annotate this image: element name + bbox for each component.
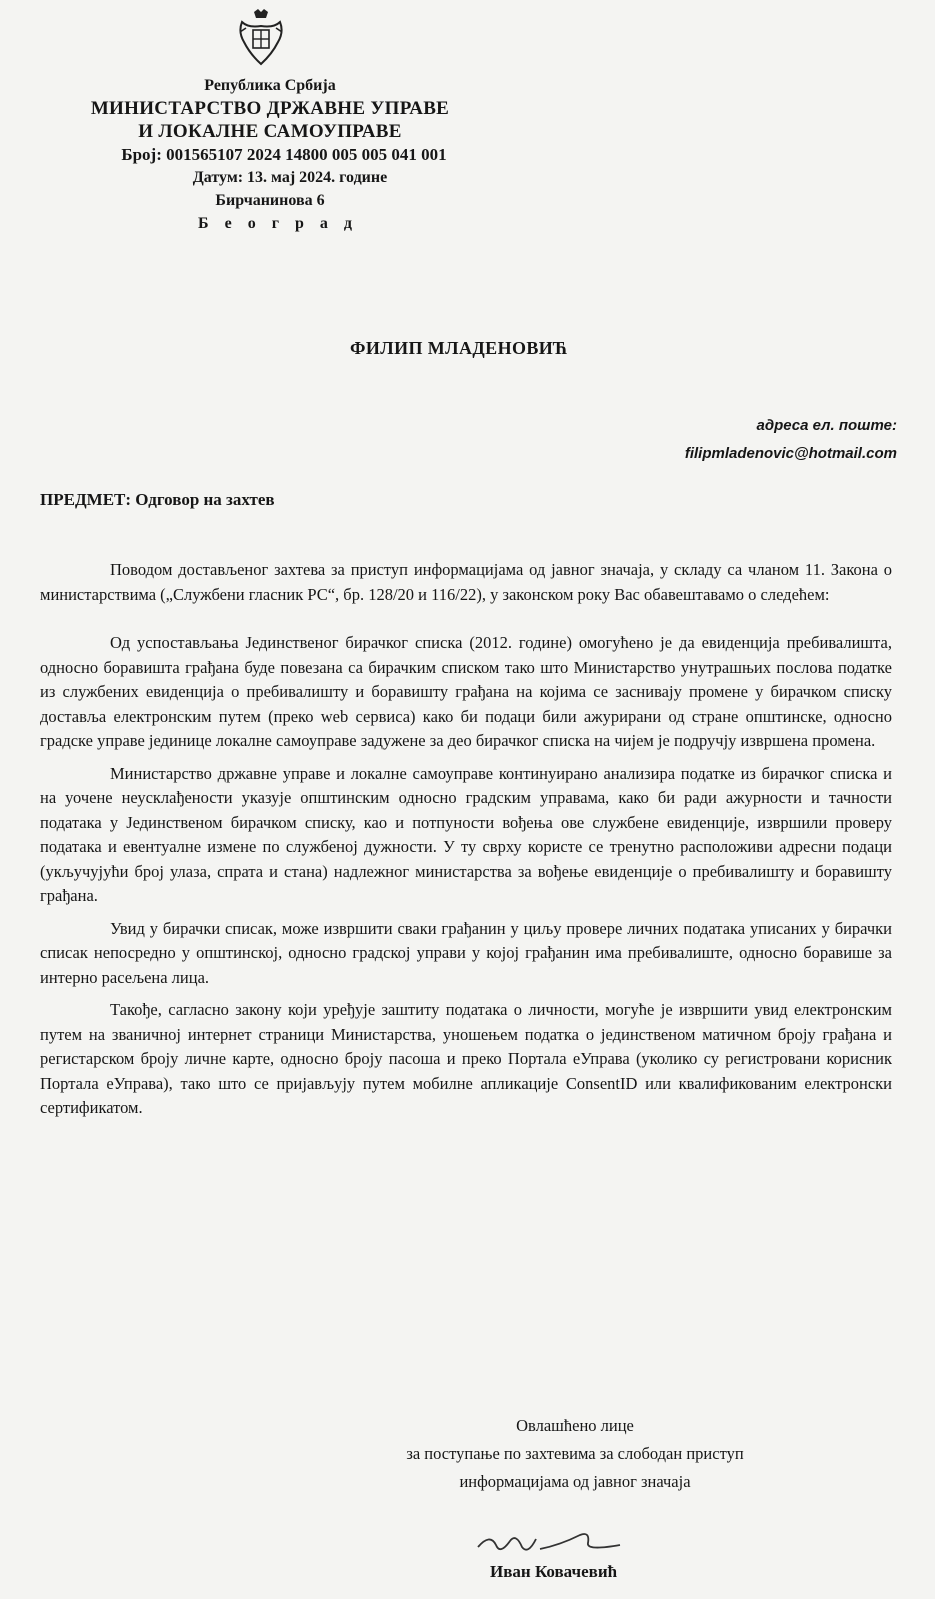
ministry-name-line1: МИНИСТАРСТВО ДРЖАВНЕ УПРАВЕ xyxy=(90,98,450,119)
body-paragraph: Од успостављања Јединственог бирачког списка (2012. године) омогућено је да евиденција пребивалишта, односно боравишта грађана буде повезана са бирачким списком тако што Министарство унутрашњих послова податке из службених евиденција о пребивалишту и боравишту грађана на којима се заснивају промене у бирачком списку доставља електронским путем (преко web сервиса) како би подаци били ажурирани од стране општинске, односно градске управе јединице локалне самоуправе задужене за део бирачког списка на чијем је подручју извршена промена. xyxy=(40,633,892,750)
signatory-role-line1: за поступање по захтевима за слободан приступ xyxy=(406,1444,744,1463)
body-paragraph: Увид у бирачки списак, може извршити сваки грађанин у циљу провере личних података уписаних у бирачки списак непосредно у општинској, односно градској управи у којој грађанин има пребивалиште, односно боравише за интерно расељена лица. xyxy=(40,918,892,987)
email-label: адреса ел. поште: xyxy=(756,417,897,434)
document-date: Датум: 13. мај 2024. године xyxy=(192,169,388,186)
ministry-name-line2: И ЛОКАЛНЕ САМОУПРАВЕ xyxy=(138,121,402,142)
signatory-role-line2: информацијама од јавног значаја xyxy=(459,1472,691,1491)
letter-body xyxy=(40,558,892,1129)
recipient-name: ФИЛИП МЛАДЕНОВИЋ xyxy=(350,338,568,358)
signature-block xyxy=(330,1412,820,1496)
city: Б е о г р а д xyxy=(198,215,358,232)
body-paragraph: Министарство државне управе и локалне самоуправе континуирано анализира податке из бирачког списка и на уочене неусклађености указује општинским односно градским управама, како би ради ажурности и тачности података у Јединственом бирачком списку, као и потпуности вођења ове службене евиденције, извршили проверу података и евентуалне измене по службеној дужности. У ту сврху користе се тренутно расположиви адресни подаци (укључујући број улаза, спрата и стана) надлежног министарства за вођење евиденције о пребивалишту и боравишту грађана. xyxy=(40,763,892,905)
signatory-title: Овлашћено лице xyxy=(516,1416,634,1435)
body-paragraph: Поводом достављеног захтева за приступ информацијама од јавног значаја, у складу са чланом 11. Закона о министарствима („Службени гласник РС“, бр. 128/20 и 116/22), у законском року Вас обавештавамо о следећем: xyxy=(40,560,892,604)
subject-line: ПРЕДМЕТ: Одговор на захтев xyxy=(40,490,275,509)
recipient-email-block xyxy=(685,412,897,468)
street-address: Бирчанинова 6 xyxy=(215,192,325,209)
signer-name: Иван Ковачевић xyxy=(490,1562,618,1581)
republic-name: Република Србија xyxy=(204,77,336,94)
reference-number: Број: 001565107 2024 14800 005 005 041 001 xyxy=(121,145,447,164)
handwritten-signature xyxy=(470,1525,630,1565)
body-paragraph: Такође, сагласно закону који уређује заштиту података о личности, могуће је извршити увид електронским путем на званичној интернет страници Министарства, уношењем податка о јединственом матичном броју грађана и регистарском броју личне карте, односно броју пасоша и преко Портала еУправа (уколико су регистровани корисник Портала еУправа), тако што се пријављују путем мобилне апликације ConsentID или квалификованим електронски сертификатом. xyxy=(40,1000,892,1117)
recipient-email: filipmladenovic@hotmail.com xyxy=(684,445,897,462)
coat-of-arms-icon xyxy=(236,8,286,68)
issuer-header xyxy=(40,74,500,235)
